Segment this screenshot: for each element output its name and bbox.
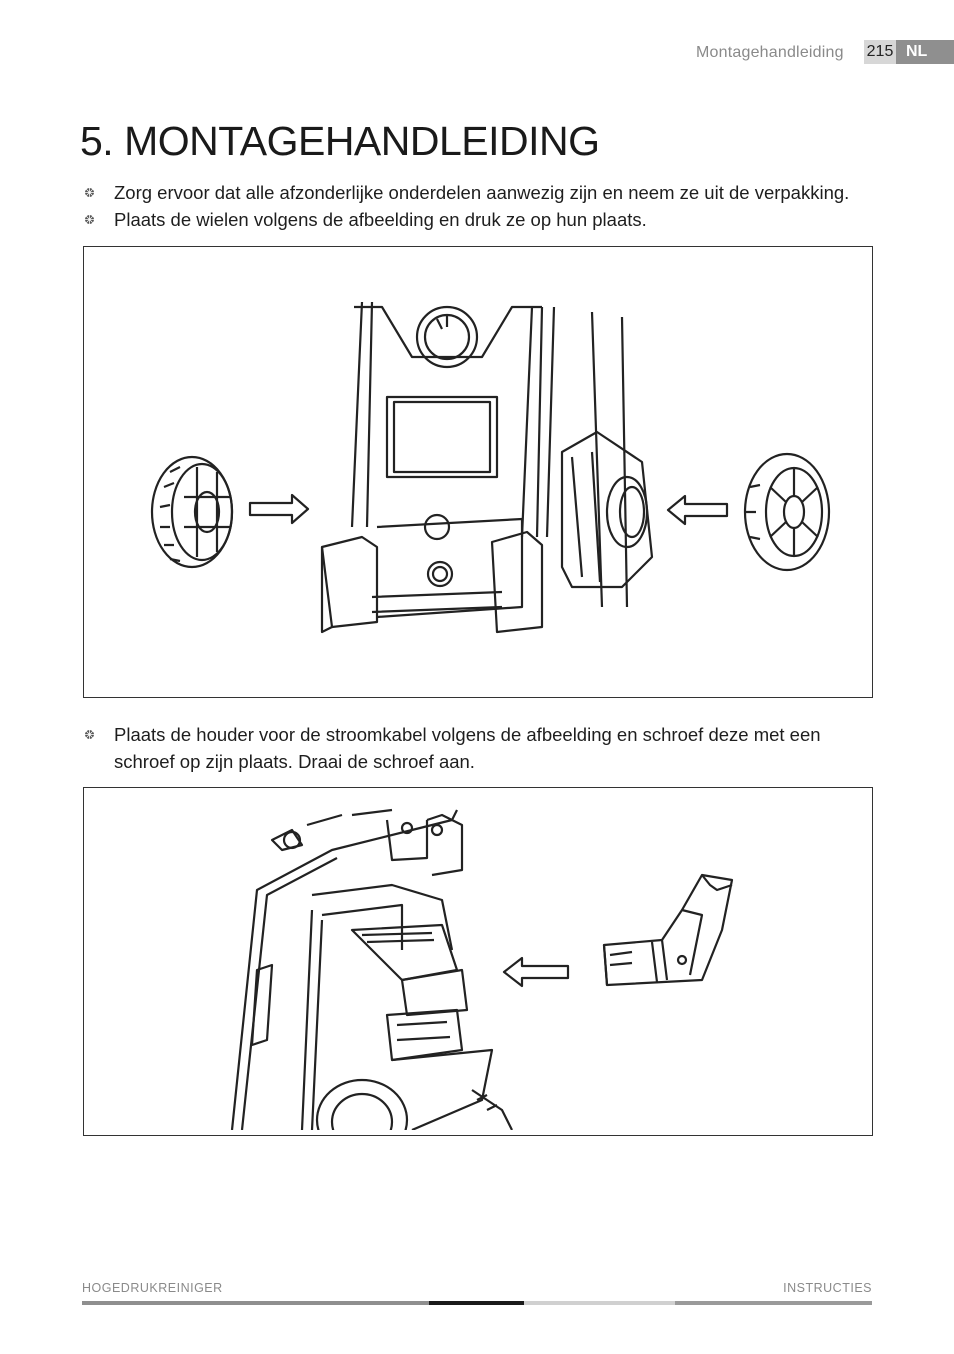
- right-wheel: [745, 454, 829, 570]
- header-section-title: Montagehandleiding: [696, 44, 844, 61]
- language-badge: NL: [896, 40, 954, 64]
- list-item: [82, 179, 872, 206]
- page-number: 215: [864, 40, 896, 64]
- footer-bar-segment-2: [429, 1301, 524, 1305]
- bullet-icon: [84, 729, 95, 740]
- arrow-left: [668, 496, 727, 524]
- arrow-left: [504, 958, 568, 986]
- arrow-right: [250, 495, 308, 523]
- bullet-icon: [84, 214, 95, 225]
- footer-bar-segment-1: [82, 1301, 429, 1305]
- page-title: 5. MONTAGEHANDLEIDING: [80, 118, 600, 164]
- list-item: [82, 206, 872, 233]
- bullet-text: Plaats de wielen volgens de afbeelding en druk ze op hun plaats.: [114, 209, 647, 230]
- footer-left-label: HOGEDRUKREINIGER: [82, 1281, 223, 1295]
- cable-holder-part: [604, 875, 732, 985]
- machine-body: [322, 302, 652, 632]
- bullet-list-middle: [82, 721, 872, 775]
- bullet-list-top: [82, 179, 872, 233]
- figure-wheels: [83, 246, 873, 698]
- cable-holder-illustration: [212, 800, 746, 1130]
- list-item: [82, 721, 872, 775]
- footer-bar-segment-3: [524, 1301, 675, 1305]
- wheel-assembly-illustration: [122, 287, 834, 657]
- bullet-text: Zorg ervoor dat alle afzonderlijke onderdelen aanwezig zijn en neem ze uit de verpakking.: [114, 182, 850, 203]
- machine-side: [232, 810, 512, 1130]
- bullet-text: Plaats de houder voor de stroomkabel volgens de afbeelding en schroef deze met een schroef op zijn plaats. Draai de schroef aan.: [114, 724, 821, 772]
- figure-cable-holder: [83, 787, 873, 1136]
- left-wheel: [152, 457, 232, 567]
- footer-right-label: INSTRUCTIES: [783, 1281, 872, 1295]
- footer-bar-segment-4: [675, 1301, 872, 1305]
- bullet-icon: [84, 187, 95, 198]
